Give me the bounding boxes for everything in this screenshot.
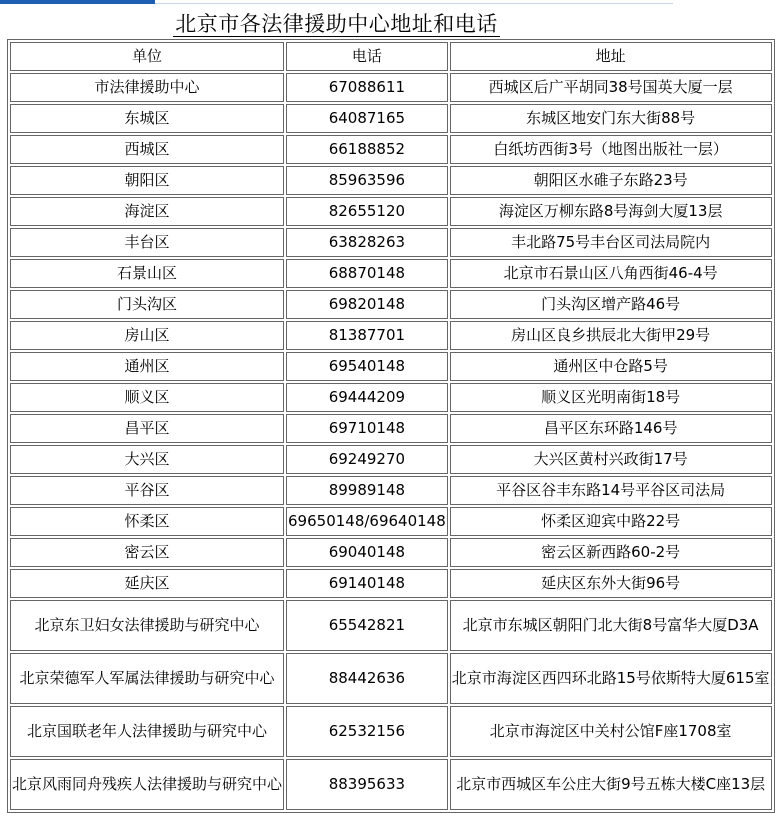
page-title-text: 北京市各法律援助中心地址和电话 [175,12,498,36]
cell-unit: 北京风雨同舟残疾人法律援助与研究中心 [10,759,284,810]
table-row [10,290,772,319]
cell-unit: 平谷区 [10,476,284,505]
table-row [10,228,772,257]
table-row [10,166,772,195]
cell-unit: 东城区 [10,104,284,133]
cell-phone: 65542821 [286,600,448,651]
cell-address: 朝阳区水碓子东路23号 [450,166,772,195]
cell-phone: 69040148 [286,538,448,567]
cell-address: 东城区地安门东大街88号 [450,104,772,133]
legal-aid-table [7,39,775,813]
cell-address: 北京市石景山区八角西街46-4号 [450,259,772,288]
page-title [0,11,673,37]
cell-phone: 67088611 [286,73,448,102]
cell-phone: 82655120 [286,197,448,226]
cell-address: 大兴区黄村兴政街17号 [450,445,772,474]
cell-unit: 市法律援助中心 [10,73,284,102]
cell-address: 白纸坊西街3号（地图出版社一层） [450,135,772,164]
cell-address: 怀柔区迎宾中路22号 [450,507,772,536]
cell-address: 平谷区谷丰东路14号平谷区司法局 [450,476,772,505]
table-row [10,352,772,381]
table-row [10,569,772,598]
table-row [10,476,772,505]
cell-phone: 69444209 [286,383,448,412]
cell-address: 北京市海淀区中关村公馆F座1708室 [450,706,772,757]
cell-address: 昌平区东环路146号 [450,414,772,443]
cell-phone: 64087165 [286,104,448,133]
table-row [10,600,772,651]
top-accent-segment [0,0,155,4]
table-row [10,383,772,412]
cell-address: 西城区后广平胡同38号国英大厦一层 [450,73,772,102]
cell-phone: 69540148 [286,352,448,381]
header-unit: 单位 [10,42,284,71]
table-row [10,259,772,288]
cell-phone: 85963596 [286,166,448,195]
header-phone: 电话 [286,42,448,71]
table-header-row [10,42,772,71]
table-row [10,507,772,536]
table-row [10,321,772,350]
cell-phone: 69710148 [286,414,448,443]
cell-address: 延庆区东外大街96号 [450,569,772,598]
top-accent-bar [0,0,673,5]
cell-address: 海淀区万柳东路8号海剑大厦13层 [450,197,772,226]
table-row [10,759,772,810]
cell-phone: 69650148/69640148 [286,507,448,536]
cell-phone: 88442636 [286,653,448,704]
cell-phone: 66188852 [286,135,448,164]
cell-phone: 88395633 [286,759,448,810]
table-row [10,706,772,757]
cell-unit: 大兴区 [10,445,284,474]
cell-unit: 顺义区 [10,383,284,412]
cell-phone: 69140148 [286,569,448,598]
cell-unit: 通州区 [10,352,284,381]
cell-address: 顺义区光明南街18号 [450,383,772,412]
table-row [10,104,772,133]
cell-phone: 69820148 [286,290,448,319]
cell-address: 房山区良乡拱辰北大街甲29号 [450,321,772,350]
table-row [10,445,772,474]
cell-address: 北京市西城区车公庄大街9号五栋大楼C座13层 [450,759,772,810]
cell-address: 丰北路75号丰台区司法局院内 [450,228,772,257]
cell-unit: 北京国联老年人法律援助与研究中心 [10,706,284,757]
cell-unit: 丰台区 [10,228,284,257]
cell-unit: 房山区 [10,321,284,350]
cell-unit: 西城区 [10,135,284,164]
top-accent-line [155,3,673,4]
cell-unit: 石景山区 [10,259,284,288]
cell-unit: 朝阳区 [10,166,284,195]
table-row [10,653,772,704]
cell-unit: 延庆区 [10,569,284,598]
table-row [10,197,772,226]
cell-phone: 69249270 [286,445,448,474]
cell-address: 密云区新西路60-2号 [450,538,772,567]
cell-phone: 81387701 [286,321,448,350]
cell-unit: 门头沟区 [10,290,284,319]
cell-phone: 68870148 [286,259,448,288]
cell-unit: 昌平区 [10,414,284,443]
table-row [10,414,772,443]
cell-phone: 62532156 [286,706,448,757]
header-address: 地址 [450,42,772,71]
cell-unit: 怀柔区 [10,507,284,536]
cell-address: 北京市东城区朝阳门北大街8号富华大厦D3A [450,600,772,651]
cell-phone: 89989148 [286,476,448,505]
cell-address: 通州区中仓路5号 [450,352,772,381]
cell-unit: 密云区 [10,538,284,567]
table-row [10,135,772,164]
cell-address: 门头沟区增产路46号 [450,290,772,319]
cell-unit: 北京荣德军人军属法律援助与研究中心 [10,653,284,704]
cell-phone: 63828263 [286,228,448,257]
cell-address: 北京市海淀区西四环北路15号依斯特大厦615室 [450,653,772,704]
table-row [10,73,772,102]
cell-unit: 北京东卫妇女法律援助与研究中心 [10,600,284,651]
table-row [10,538,772,567]
cell-unit: 海淀区 [10,197,284,226]
